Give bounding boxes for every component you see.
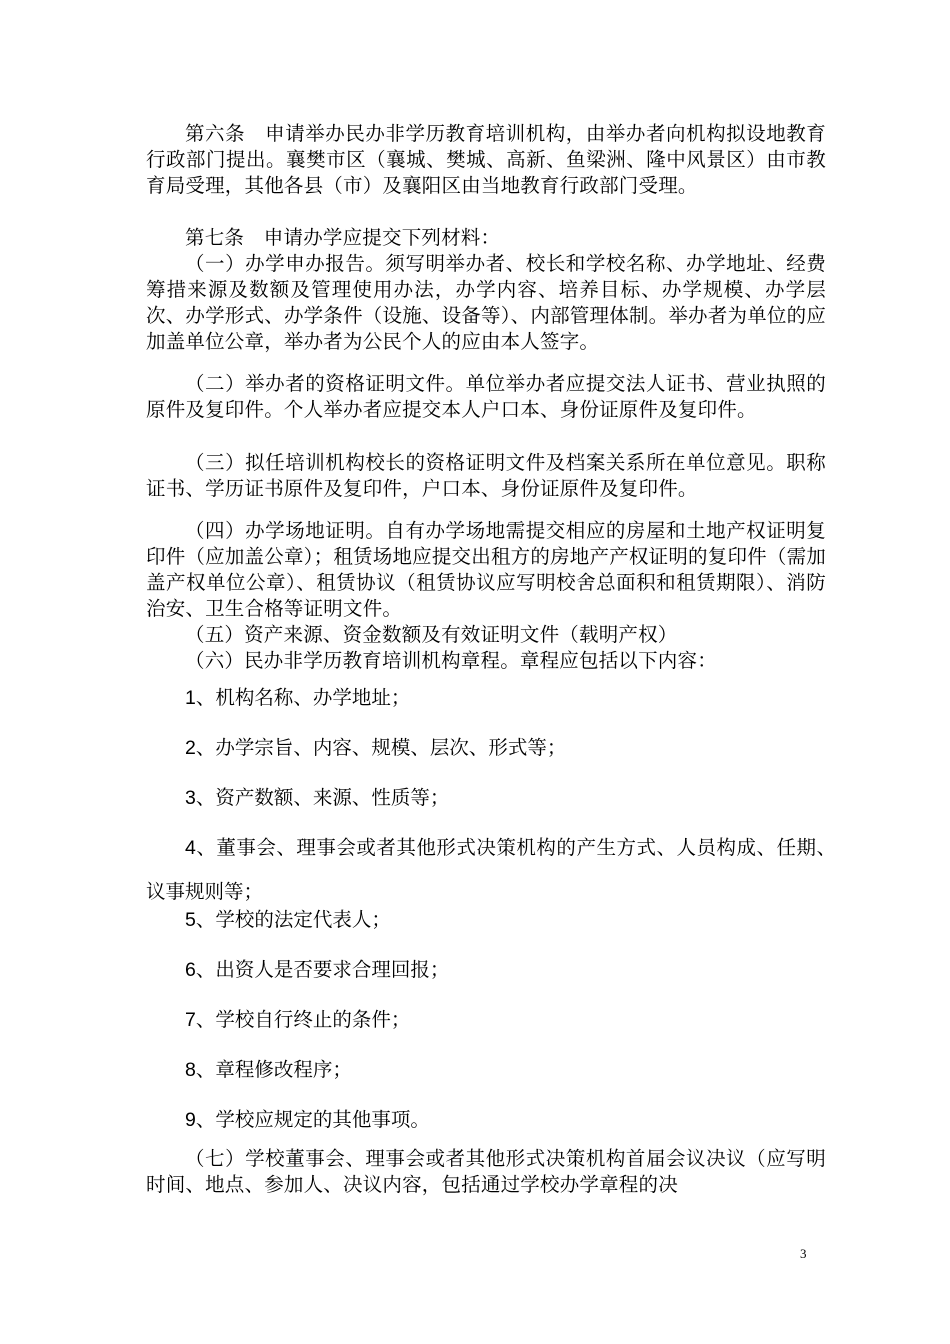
page-number: 3 [800,1246,807,1261]
list-item: 7、学校自行终止的条件； [185,1008,411,1031]
list-item: 9、学校应规定的其他事项。 [185,1108,430,1131]
list-item: 5、学校的法定代表人； [185,908,391,931]
list-item: 3、资产数额、来源、性质等； [185,786,450,809]
paragraph-item-3-principal: （三）拟任培训机构校长的资格证明文件及档案关系所在单位意见。职称证书、学历证书原件及复印件，户口本、身份证原件及复印件。 [146,451,826,500]
paragraph-item-2-qualification: （二）举办者的资格证明文件。单位举办者应提交法人证书、营业执照的原件及复印件。个人举办者应提交本人户口本、身份证原件及复印件。 [146,372,826,421]
paragraph-item-1-report: （一）办学申办报告。须写明举办者、校长和学校名称、办学地址、经费筹措来源及数额及管理使用办法，办学内容、培养目标、办学规模、办学层次、办学形式、办学条件（设施、设备等）、内部管理体制。举办者为单位的应加盖单位公章，举办者为公民个人的应由本人签字。 [146,252,826,353]
list-item: 2、办学宗旨、内容、规模、层次、形式等； [185,736,567,759]
paragraph-item-4-premises: （四）办学场地证明。自有办学场地需提交相应的房屋和土地产权证明复印件（应加盖公章）；租赁场地应提交出租方的房地产产权证明的复印件（需加盖产权单位公章）、租赁协议（租赁协议应写明校舍总面积和租赁期限）、消防治安、卫生合格等证明文件。 [146,519,826,620]
paragraph-article-6: 第六条 申请举办民办非学历教育培训机构，由举办者向机构拟设地教育行政部门提出。襄樊市区（襄城、樊城、高新、鱼梁洲、隆中风景区）由市教育局受理，其他各县（市）及襄阳区由当地教育行政部门受理。 [146,122,826,197]
paragraph-item-5-assets: （五）资产来源、资金数额及有效证明文件（载明产权） [185,623,678,646]
list-item: 4、董事会、理事会或者其他形式决策机构的产生方式、人员构成、任期、议事规则等； [146,836,836,903]
paragraph-article-7: 第七条 申请办学应提交下列材料： [185,226,501,249]
paragraph-item-7-board-resolution: （七）学校董事会、理事会或者其他形式决策机构首届会议决议（应写明时间、地点、参加人、决议内容，包括通过学校办学章程的决 [146,1147,826,1196]
paragraph-item-6-charter: （六）民办非学历教育培训机构章程。章程应包括以下内容： [185,649,717,672]
list-item: 6、出资人是否要求合理回报； [185,958,450,981]
list-item: 1、机构名称、办学地址； [185,686,411,709]
list-item: 8、章程修改程序； [185,1058,352,1081]
